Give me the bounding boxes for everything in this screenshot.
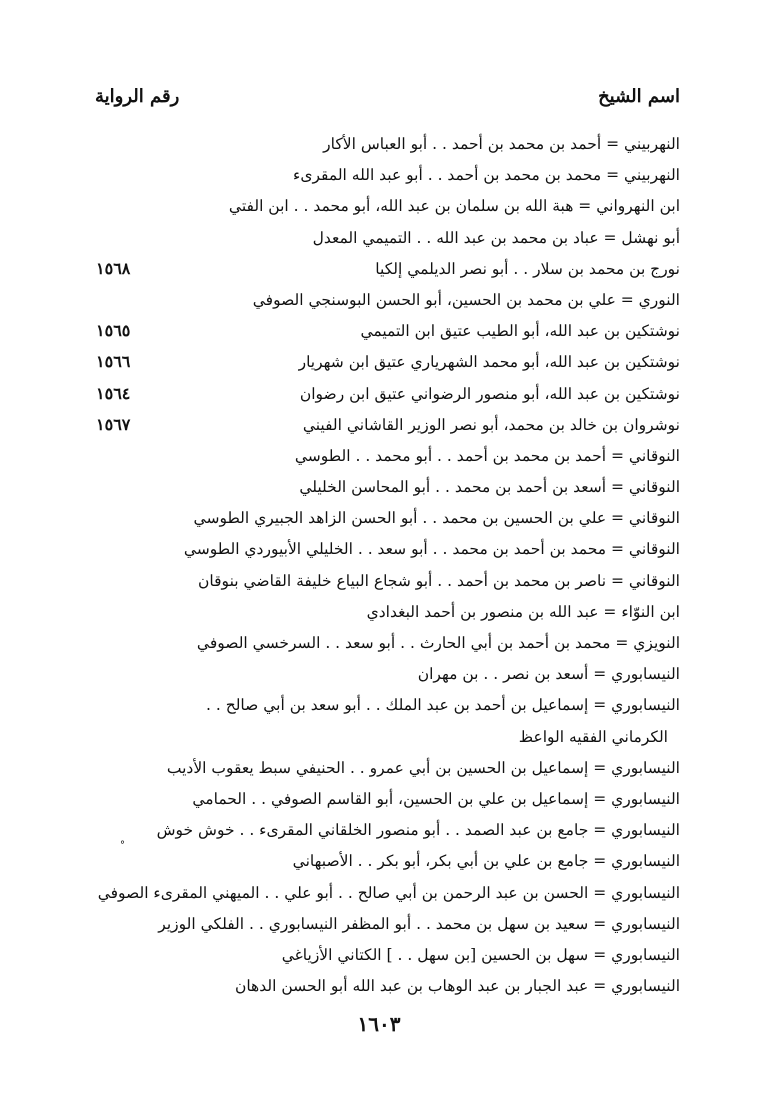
index-entry-row — [0, 783, 758, 814]
page-header — [0, 86, 758, 120]
index-entry-row — [0, 939, 758, 970]
entry-text: النيسابوري = جامع بن عبد الصمد . . أبو منصور الخلقاني المقرىء . . خوش خوش — [156, 821, 680, 840]
entry-narration-number: ١٥٦٨ — [96, 258, 131, 278]
entry-text: أبو نهشل = عباد بن محمد بن عبد الله . . التميمي المعدل — [312, 228, 680, 247]
entry-text: النيسابوري = الحسن بن عبد الرحمن بن أبي صالح . . أبو علي . . الميهني المقرىء الصوفي — [97, 883, 680, 902]
entry-text: النوقاني = علي بن الحسين بن محمد . . أبو الحسن الزاهد الجبيري الطوسي — [193, 509, 680, 528]
index-entry-row — [0, 721, 758, 752]
entry-text: النيسابوري = سهل بن الحسين [بن سهل . . ] الكتاني الأزياغي — [281, 945, 680, 964]
index-entry-row — [0, 284, 758, 315]
entry-text: النوقاني = ناصر بن محمد بن أحمد . . أبو شجاع البياع خليفة القاضي بنوقان — [198, 571, 680, 590]
entry-narration-number: ١٥٦٤ — [96, 383, 131, 403]
index-entry-row — [0, 128, 758, 159]
index-entry-row — [0, 627, 758, 658]
entry-text: النهربيني = أحمد بن محمد بن أحمد . . أبو العباس الأكار — [323, 135, 680, 153]
index-entry-row — [0, 596, 758, 627]
entry-text: نوشروان بن خالد بن محمد، أبو نصر الوزير القاشاني الفيني — [302, 415, 680, 434]
index-entry-row — [0, 908, 758, 939]
narration-number-column-heading: رقم الرواية — [95, 86, 180, 107]
index-entry-row — [0, 440, 758, 471]
index-entry-row — [0, 565, 758, 596]
entry-text: النوقاني = أحمد بن محمد بن أحمد . . أبو محمد . . الطوسي — [294, 446, 680, 465]
index-entry-row — [0, 752, 758, 783]
entry-text: ابن النوّاء = عبد الله بن منصور بن أحمد البغدادي — [366, 602, 680, 621]
entry-text: النويزي = محمد بن أحمد بن أبي الحارث . . أبو سعد . . السرخسي الصوفي — [196, 634, 680, 652]
index-entry-row — [0, 814, 758, 845]
page-number: ١٦٠٣ — [357, 1012, 401, 1036]
entry-text: النيسابوري = إسماعيل بن علي بن الحسين، أبو القاسم الصوفي . . الحمامي — [192, 789, 680, 808]
index-entry-row — [0, 970, 758, 1001]
entry-text: ابن النهرواني = هبة الله بن سلمان بن عبد الله، أبو محمد . . ابن الفتي — [228, 197, 680, 216]
index-entry-row — [0, 658, 758, 689]
entry-text: النيسابوري = سعيد بن سهل بن محمد . . أبو المظفر النيسابوري . . الفلكي الوزير — [158, 914, 680, 933]
entry-narration-number: ١٥٦٥ — [96, 321, 131, 341]
entry-text: النيسابوري = عبد الجبار بن عبد الوهاب بن عبد الله أبو الحسن الدهان — [234, 977, 680, 996]
stray-mark: ° — [120, 840, 125, 851]
entry-text: النوقاني = محمد بن أحمد بن محمد . . أبو سعد . . الخليلي الأبيوردي الطوسي — [183, 540, 680, 559]
entry-text: النوقاني = أسعد بن أحمد بن محمد . . أبو المحاسن الخليلي — [299, 478, 680, 497]
entry-text: النيسابوري = جامع بن علي بن أبي بكر، أبو بكر . . الأصبهاني — [292, 852, 680, 871]
entry-narration-number: ١٥٦٦ — [96, 352, 131, 372]
index-entry-row — [0, 190, 758, 221]
index-entry-row — [0, 409, 758, 440]
index-entry-row — [0, 159, 758, 190]
index-entry-row — [0, 471, 758, 502]
entry-text: النيسابوري = إسماعيل بن الحسين بن أبي عمرو . . الحنيفي سبط يعقوب الأديب — [166, 758, 680, 777]
entry-text: النهربيني = محمد بن محمد بن أحمد . . أبو عبد الله المقرىء — [293, 166, 680, 185]
index-entry-row — [0, 533, 758, 564]
entry-text: نوشتكين بن عبد الله، أبو محمد الشهرياري عتيق ابن شهريار — [298, 353, 680, 372]
entry-text: نورج بن محمد بن سلار . . أبو نصر الديلمي إلكيا — [375, 259, 680, 278]
entry-text: النيسابوري = أسعد بن نصر . . بن مهران — [417, 665, 680, 684]
index-entry-row — [0, 877, 758, 908]
index-entry-row — [0, 315, 758, 346]
index-entry-row — [0, 222, 758, 253]
entry-text: الكرماني الفقيه الواعظ — [518, 727, 668, 746]
entry-text: نوشتكين بن عبد الله، أبو منصور الرضواني عتيق ابن رضوان — [299, 384, 680, 403]
index-entry-row — [0, 378, 758, 409]
entry-text: النيسابوري = إسماعيل بن أحمد بن عبد الملك . . أبو سعد بن أبي صالح . . — [206, 696, 680, 715]
index-entry-row — [0, 689, 758, 720]
index-entry-row — [0, 502, 758, 533]
sheikh-name-column-heading: اسم الشيخ — [598, 86, 680, 107]
index-entry-row — [0, 845, 758, 876]
index-entries-list — [0, 128, 758, 1001]
entry-narration-number: ١٥٦٧ — [96, 414, 131, 434]
entry-text: النوري = علي بن محمد بن الحسين، أبو الحسن البوسنجي الصوفي — [252, 290, 680, 309]
index-entry-row — [0, 346, 758, 377]
index-entry-row — [0, 253, 758, 284]
entry-text: نوشتكين بن عبد الله، أبو الطيب عتيق ابن التميمي — [360, 322, 680, 341]
